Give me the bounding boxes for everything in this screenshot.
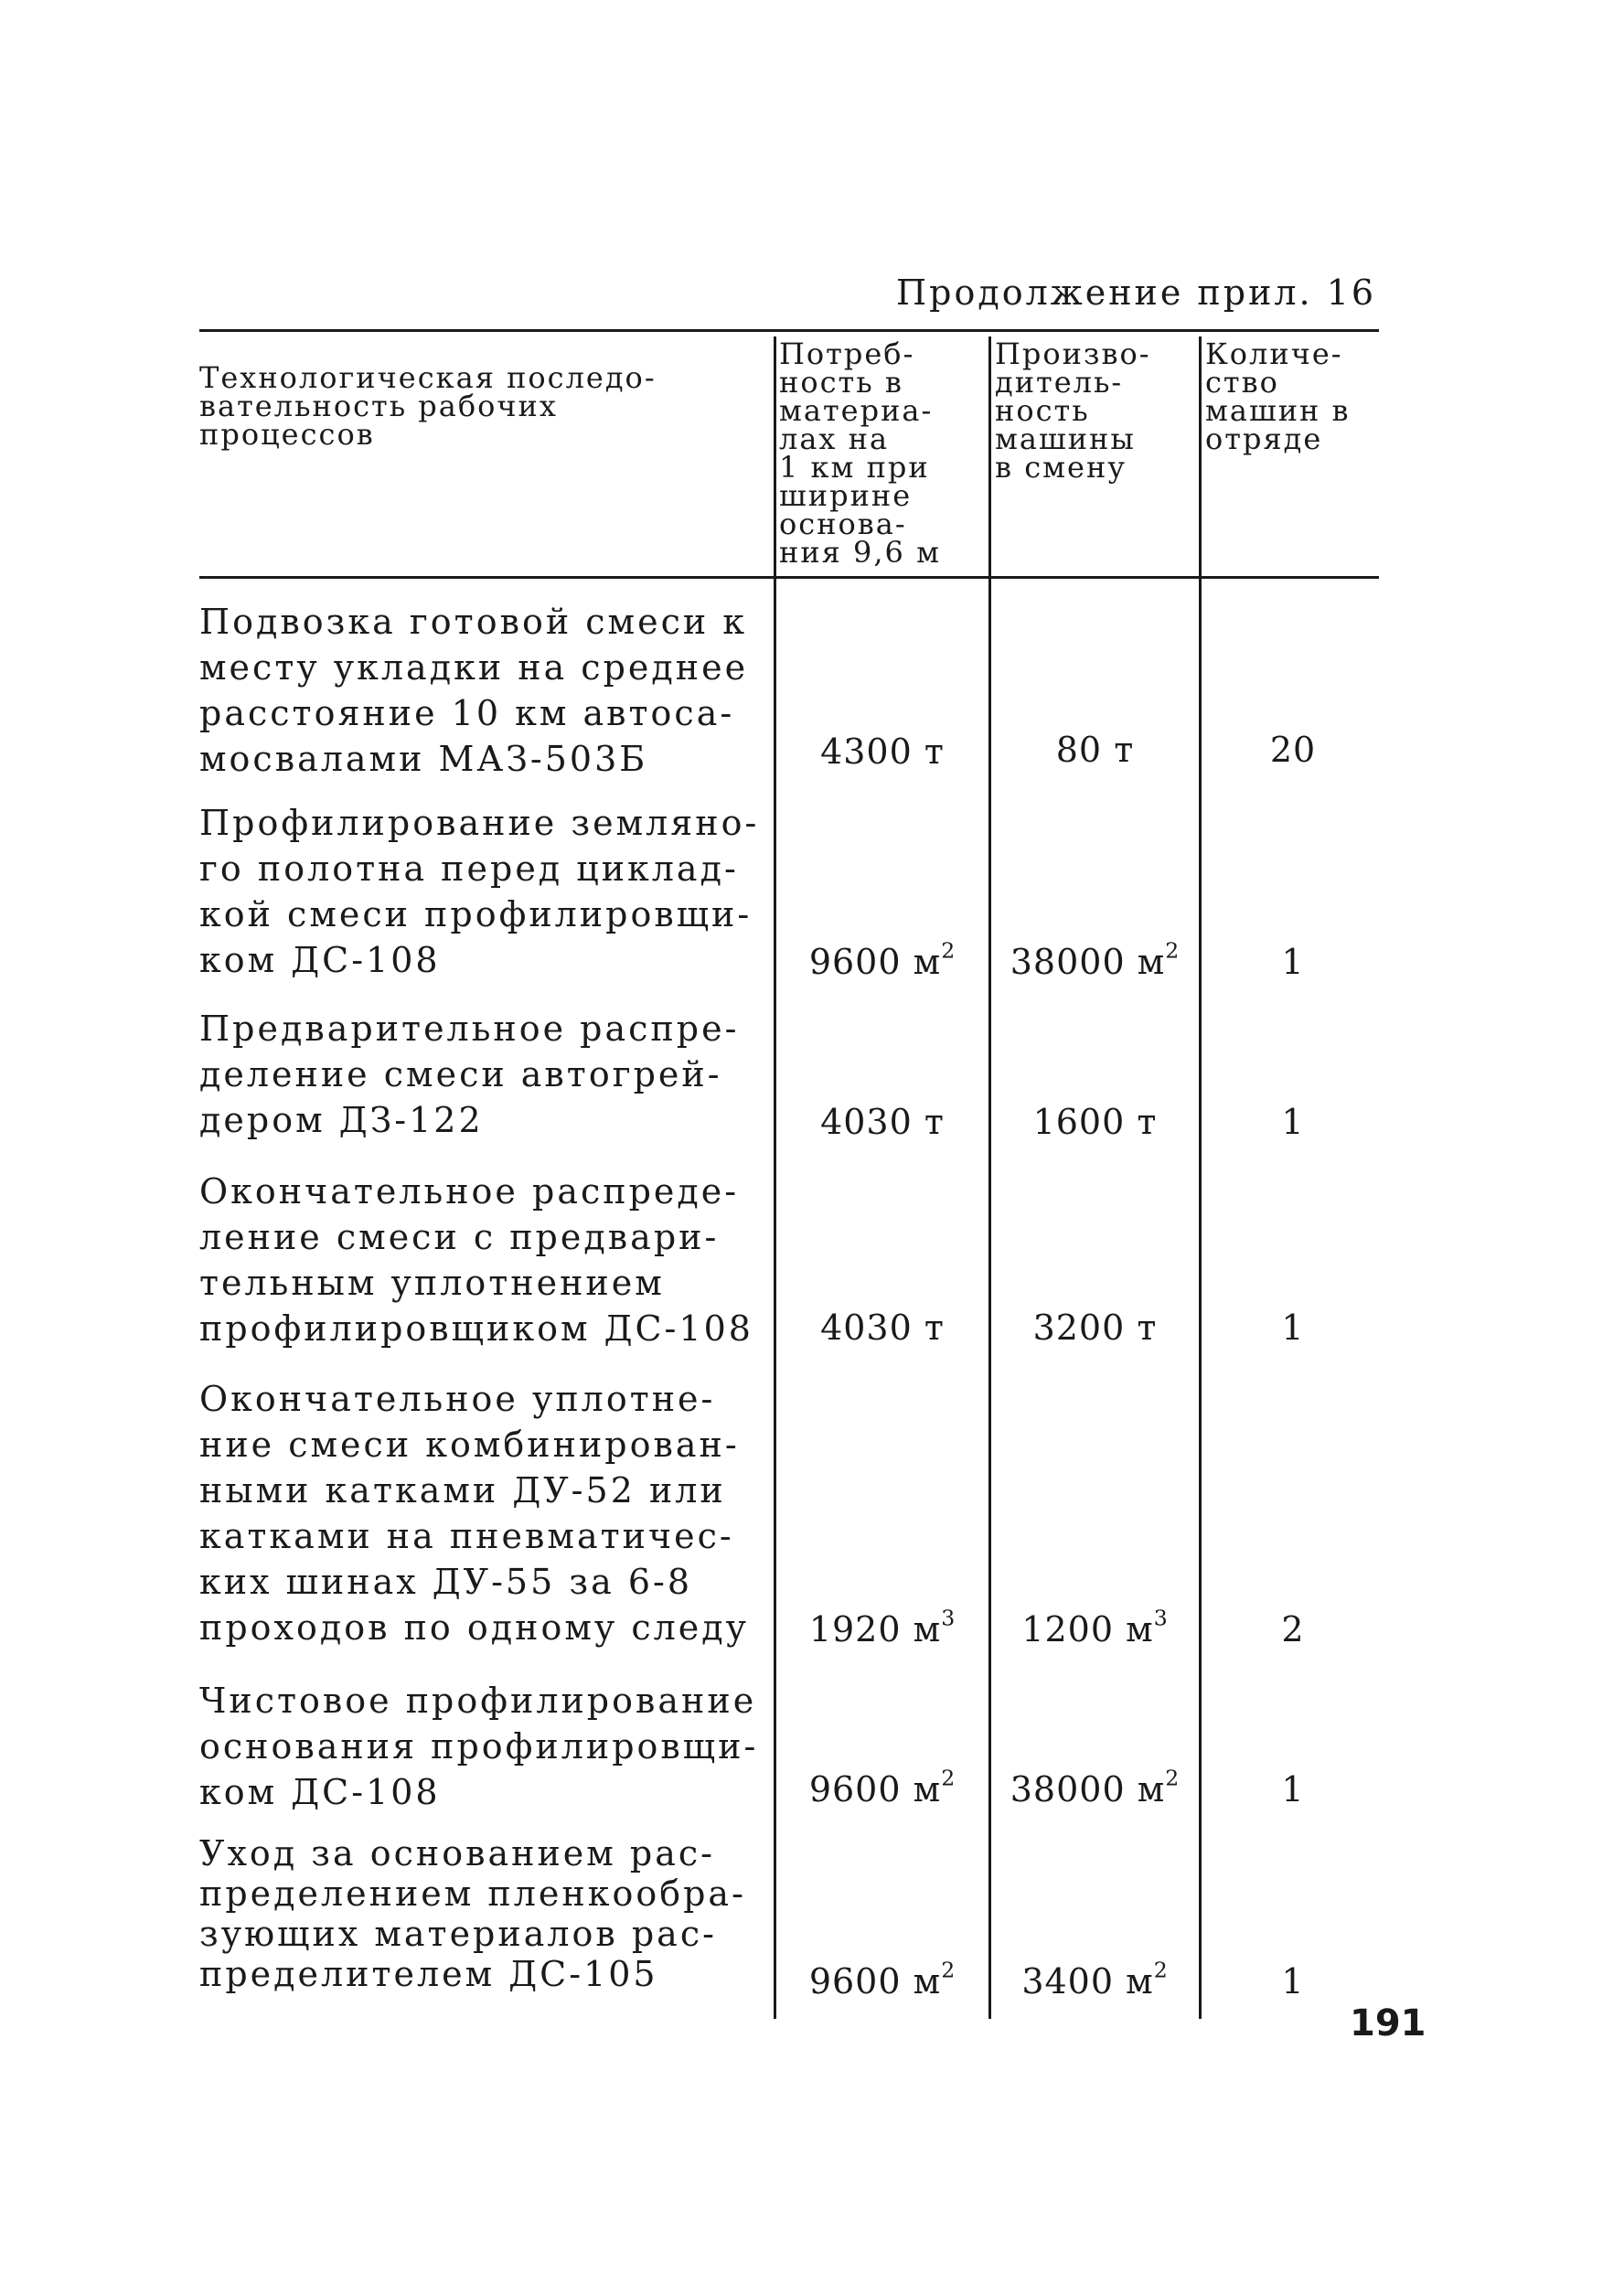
machine-count-cell: 20 xyxy=(1269,730,1317,770)
table-caption: Продолжение прил. 16 xyxy=(896,272,1377,313)
page-number: 191 xyxy=(1350,2002,1426,2044)
process-cell: Профилирование земляно- го полотна перед циклад- кой смеси профилировщи- ком ДС-108 xyxy=(199,803,760,980)
process-cell: Уход за основанием рас- пределением пленкообра- зующих материалов рас- пределителем ДС-105 xyxy=(199,1833,746,1994)
header-machine-performance: Произво- дитель- ность машины в смену xyxy=(995,336,1151,485)
material-need-cell: 9600 $м^2$ xyxy=(808,937,956,982)
performance-cell: 1200 $м^3$ xyxy=(1021,1605,1169,1649)
header-process: Технологическая последо- вательность рабочих процессов xyxy=(199,360,657,452)
header-machine-count: Количе- ство машин в отряде xyxy=(1205,336,1351,456)
header-material-need: Потреб- ность в материа- лах на 1 км при ширине основа- ния 9,6 м xyxy=(779,336,941,570)
table-header-bottom-rule xyxy=(199,576,1379,579)
column-divider-3 xyxy=(1199,336,1202,2019)
process-cell: Окончательное уплотне- ние смеси комбинирован- ными катками ДУ-52 или катками на пневматичес- ких шинах ДУ-55 за 6-8 проходов по одному следу xyxy=(199,1379,750,1648)
performance-cell: 80 т xyxy=(1055,730,1135,770)
machine-count-cell: 2 xyxy=(1281,1609,1305,1649)
machine-count-cell: 1 xyxy=(1281,1961,1305,2001)
material-need-cell: 9600 $м^2$ xyxy=(808,1957,956,2001)
machine-count-cell: 1 xyxy=(1281,1102,1305,1142)
material-need-cell: 4030 т xyxy=(820,1102,945,1142)
machine-count-cell: 1 xyxy=(1281,1308,1305,1348)
table-top-rule xyxy=(199,329,1379,332)
machine-count-cell: 1 xyxy=(1281,942,1305,982)
performance-cell: 38000 $м^2$ xyxy=(1010,1765,1181,1809)
process-cell: Чистовое профилирование основания профилировщи- ком ДС-108 xyxy=(199,1681,759,1812)
process-cell: Предварительное распре- деление смеси автогрей- дером ДЗ-122 xyxy=(199,1009,740,1140)
performance-cell: 3200 т xyxy=(1032,1308,1158,1348)
performance-cell: 1600 т xyxy=(1032,1102,1158,1142)
process-cell: Окончательное распреде- ление смеси с предвари- тельным уплотнением профилировщиком ДС-108 xyxy=(199,1171,753,1349)
material-need-cell: 9600 $м^2$ xyxy=(808,1765,956,1809)
performance-cell: 38000 $м^2$ xyxy=(1010,937,1181,982)
performance-cell: 3400 $м^2$ xyxy=(1021,1957,1169,2001)
material-need-cell: 4030 т xyxy=(820,1308,945,1348)
process-cell: Подвозка готовой смеси к месту укладки на среднее расстояние 10 км автоса- мосвалами МАЗ-503Б xyxy=(199,602,749,779)
column-divider-2 xyxy=(988,336,991,2019)
material-need-cell: 4300 т xyxy=(820,731,945,772)
machine-count-cell: 1 xyxy=(1281,1769,1305,1809)
material-need-cell: 1920 $м^3$ xyxy=(808,1605,956,1649)
